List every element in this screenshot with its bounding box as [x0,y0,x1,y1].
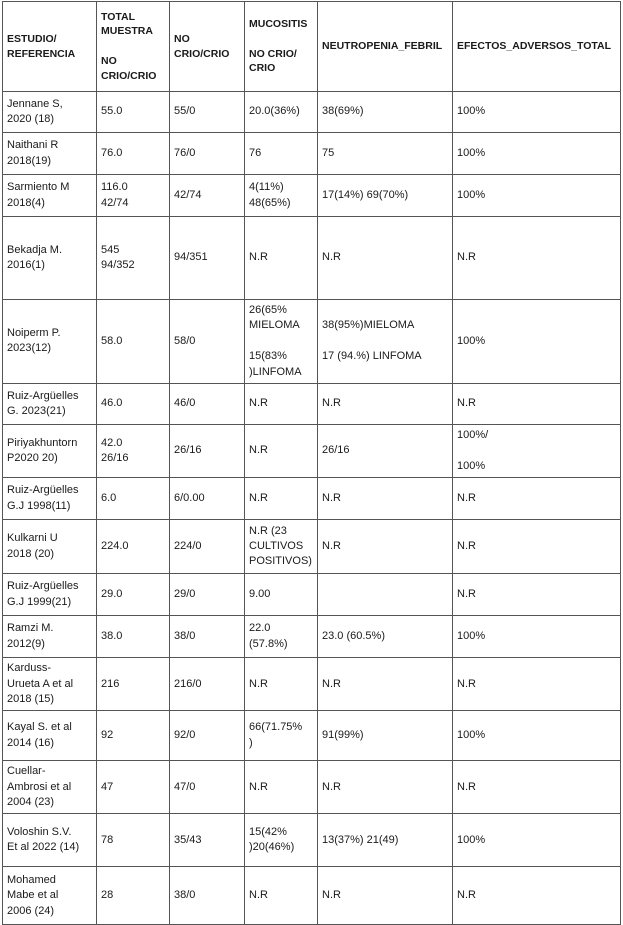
cell-efectos: N.R [453,761,621,814]
cell-neutropenia: N.R [318,658,453,711]
header-efectos: EFECTOS_ADVERSOS_TOTAL [453,2,621,92]
cell-mucositis: N.R [245,217,318,300]
table-row [3,711,621,761]
cell-no-crio: 224/0 [170,520,245,574]
cell-total-muestra: 47 [97,761,170,814]
cell-total-muestra: 38.0 [97,616,170,658]
cell-neutropenia: 13(37%) 21(49) [318,814,453,867]
cell-neutropenia: N.R [318,478,453,520]
cell-neutropenia: N.R [318,867,453,925]
cell-no-crio: 46/0 [170,383,245,424]
cell-total-muestra: 42.0 26/16 [97,424,170,477]
table-header-row [3,2,621,92]
cell-mucositis: 20.0(36%) [245,92,318,133]
cell-total-muestra: 6.0 [97,478,170,520]
cell-no-crio: 47/0 [170,761,245,814]
cell-efectos: N.R [453,867,621,925]
cell-total-muestra: 92 [97,711,170,761]
cell-mucositis: N.R [245,761,318,814]
header-estudio: ESTUDIO/ REFERENCIA [3,2,97,92]
cell-total-muestra: 29.0 [97,574,170,616]
cell-efectos: N.R [453,658,621,711]
cell-efectos: 100% [453,175,621,217]
study-table [2,1,621,925]
table-row [3,574,621,616]
cell-mucositis: 76 [245,133,318,175]
cell-no-crio: 26/16 [170,424,245,477]
cell-efectos: N.R [453,520,621,574]
cell-neutropenia: 38(95%)MIELOMA 17 (94.%) LINFOMA [318,300,453,384]
cell-efectos: N.R [453,574,621,616]
cell-referencia: Naithani R 2018(19) [3,133,97,175]
table-row [3,217,621,300]
cell-neutropenia: 23.0 (60.5%) [318,616,453,658]
cell-mucositis: N.R [245,867,318,925]
cell-referencia: Ruiz-Argüelles G.J 1998(11) [3,478,97,520]
cell-neutropenia: N.R [318,761,453,814]
cell-total-muestra: 216 [97,658,170,711]
cell-total-muestra: 55.0 [97,92,170,133]
cell-referencia: Karduss- Urueta A et al 2018 (15) [3,658,97,711]
cell-referencia: Sarmiento M 2018(4) [3,175,97,217]
cell-efectos: N.R [453,217,621,300]
cell-no-crio: 58/0 [170,300,245,384]
header-no-crio: NO CRIO/CRIO [170,2,245,92]
cell-referencia: Piriyakhuntorn P2020 20) [3,424,97,477]
table-row [3,424,621,477]
cell-neutropenia: N.R [318,520,453,574]
cell-mucositis: 15(42% )20(46%) [245,814,318,867]
cell-efectos: N.R [453,478,621,520]
cell-referencia: Mohamed Mabe et al 2006 (24) [3,867,97,925]
cell-referencia: Kulkarni U 2018 (20) [3,520,97,574]
table-row [3,133,621,175]
table-row [3,300,621,384]
table-row [3,175,621,217]
cell-mucositis: 4(11%) 48(65%) [245,175,318,217]
cell-referencia: Voloshin S.V. Et al 2022 (14) [3,814,97,867]
cell-mucositis: 22.0 (57.8%) [245,616,318,658]
cell-total-muestra: 58.0 [97,300,170,384]
table-row [3,92,621,133]
cell-mucositis: N.R [245,424,318,477]
cell-referencia: Ramzi M. 2012(9) [3,616,97,658]
cell-no-crio: 42/74 [170,175,245,217]
cell-referencia: Noiperm P. 2023(12) [3,300,97,384]
cell-no-crio: 55/0 [170,92,245,133]
cell-no-crio: 216/0 [170,658,245,711]
cell-referencia: Bekadja M. 2016(1) [3,217,97,300]
cell-referencia: Cuellar- Ambrosi et al 2004 (23) [3,761,97,814]
cell-no-crio: 38/0 [170,867,245,925]
cell-referencia: Jennane S, 2020 (18) [3,92,97,133]
header-mucositis: MUCOSITIS NO CRIO/ CRIO [245,2,318,92]
cell-total-muestra: 78 [97,814,170,867]
table-row [3,867,621,925]
cell-efectos: N.R [453,383,621,424]
cell-efectos: 100%/ 100% [453,424,621,477]
cell-neutropenia: 26/16 [318,424,453,477]
cell-efectos: 100% [453,814,621,867]
cell-no-crio: 92/0 [170,711,245,761]
cell-efectos: 100% [453,711,621,761]
table-row [3,658,621,711]
cell-efectos: 100% [453,92,621,133]
cell-total-muestra: 46.0 [97,383,170,424]
cell-no-crio: 6/0.00 [170,478,245,520]
cell-total-muestra: 28 [97,867,170,925]
cell-referencia: Kayal S. et al 2014 (16) [3,711,97,761]
cell-neutropenia: N.R [318,383,453,424]
cell-efectos: 100% [453,300,621,384]
table-row [3,478,621,520]
cell-neutropenia: 75 [318,133,453,175]
cell-neutropenia [318,574,453,616]
table-row [3,761,621,814]
cell-efectos: 100% [453,616,621,658]
cell-no-crio: 29/0 [170,574,245,616]
cell-mucositis: 26(65% MIELOMA 15(83% )LINFOMA [245,300,318,384]
cell-mucositis: 66(71.75% ) [245,711,318,761]
cell-mucositis: N.R [245,478,318,520]
table-row [3,616,621,658]
table-row [3,814,621,867]
cell-no-crio: 76/0 [170,133,245,175]
cell-total-muestra: 76.0 [97,133,170,175]
cell-mucositis: N.R (23 CULTIVOS POSITIVOS) [245,520,318,574]
cell-no-crio: 35/43 [170,814,245,867]
cell-total-muestra: 545 94/352 [97,217,170,300]
cell-neutropenia: 38(69%) [318,92,453,133]
cell-neutropenia: 17(14%) 69(70%) [318,175,453,217]
cell-mucositis: N.R [245,383,318,424]
cell-referencia: Ruiz-Argüelles G. 2023(21) [3,383,97,424]
cell-efectos: 100% [453,133,621,175]
cell-no-crio: 38/0 [170,616,245,658]
cell-referencia: Ruiz-Argüelles G.J 1999(21) [3,574,97,616]
cell-total-muestra: 224.0 [97,520,170,574]
table-row [3,520,621,574]
cell-neutropenia: N.R [318,217,453,300]
cell-neutropenia: 91(99%) [318,711,453,761]
cell-total-muestra: 116.0 42/74 [97,175,170,217]
header-neutropenia: NEUTROPENIA_FEBRIL [318,2,453,92]
cell-mucositis: 9.00 [245,574,318,616]
cell-no-crio: 94/351 [170,217,245,300]
cell-mucositis: N.R [245,658,318,711]
table-row [3,383,621,424]
header-total-muestra: TOTAL MUESTRA NO CRIO/CRIO [97,2,170,92]
